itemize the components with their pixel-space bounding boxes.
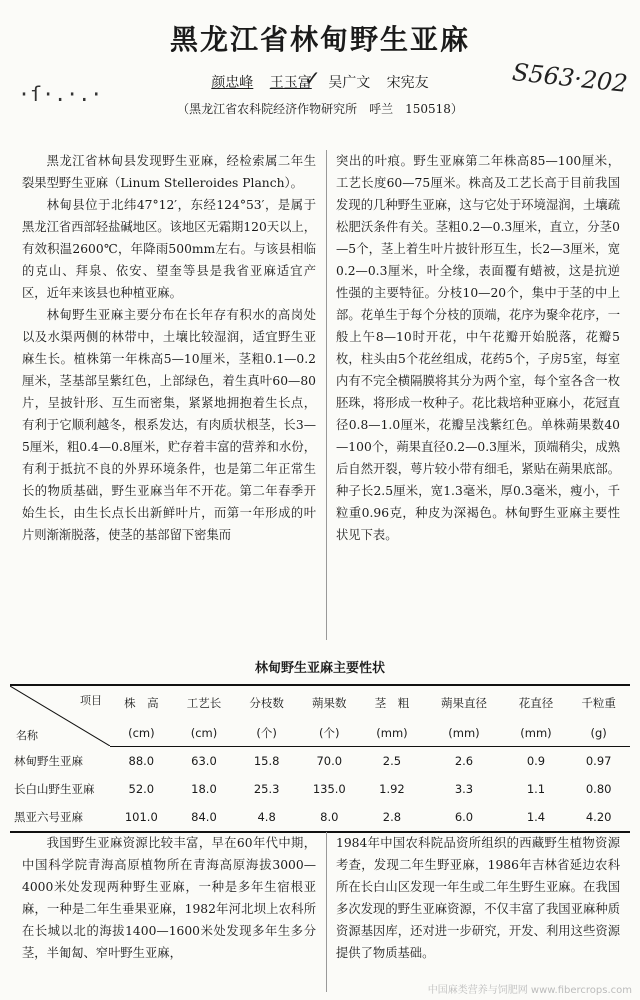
column-header: 蒴果直径 — [423, 685, 504, 720]
table-cell: 70.0 — [316, 754, 343, 768]
body-column-top-right — [336, 150, 620, 546]
author-name: 吴广文 — [328, 75, 371, 91]
column-header: 株 高 — [110, 685, 173, 720]
row-name: 长白山野生亚麻 — [14, 782, 95, 796]
column-unit: (个) — [298, 720, 361, 747]
table-cell: 15.8 — [253, 754, 280, 768]
column-unit: (mm) — [361, 720, 424, 747]
table-cell: 2.5 — [382, 754, 402, 768]
author-name: 颜忠峰 — [211, 75, 254, 91]
table-cell: 18.0 — [191, 782, 217, 796]
paragraph: 林甸野生亚麻主要分布在长年存有积水的高岗处以及水渠两侧的林带中，土壤比较湿润，适宜野生亚麻生长。植株第一年株高5—10厘米，茎粗0.1—0.2厘米，茎基部呈紫红色，上部绿色，着生真叶60—80片，呈披针形、互生而密集，紧紧地拥抱着生长点，有利于它顺利越冬，根系发达，有肉质状根茎，长3—5厘米，粗0.4—0.8厘米，贮存着丰富的营养和水份，有利于抵抗不良的外界环境条件，也是第二年正常生长的物质基础，野生亚麻当年不开花。第二年春季开始生长，由生长点长出新鲜叶片，而第一年形成的叶片则渐渐脱落，使茎的基部留下密集而 — [22, 308, 316, 542]
body-column-bottom-right — [336, 832, 620, 964]
column-divider — [326, 150, 327, 640]
row-name: 黑亚六号亚麻 — [10, 803, 110, 832]
paragraph: 突出的叶痕。野生亚麻第二年株高85—100厘米，工艺长度60—75厘米。株高及工艺长高于目前我国发现的几种野生亚麻，这与它处于环境湿润，土壤疏松肥沃条件有关。茎粗0.2—0.3厘米，直立，分茎0—5个，茎上着生叶片披针形互生，长2—3厘米，宽0.2—0.3厘米，叶全缘，表面覆有蜡被，这是抗逆性强的主要特征。分枝10—20个，集中于茎的中上部。花单生于每个分枝的顶端，花序为聚伞花序，一般上午8—10时开花，中午花瓣开始脱落，花瓣5枚，柱头由5个花丝组成，花药5个，子房5室，每室内有不完全横隔膜将其分为两个室，每个室各含一枚胚珠，将形成一枚种子。花比栽培种亚麻小，花冠直径0.8—1.0厘米，花瓣呈浅紫红色。单株蒴果数40—100个，蒴果直径0.2—0.3厘米，顶端稍尖，成熟后自然开裂，萼片较小带有细毛，紧贴在蒴果底部。种子长2.5厘米，宽1.3毫米，厚0.3毫米，瘦小，千粒重0.96克，种皮为深褐色。林甸野生亚麻主要性状见下表。 — [336, 154, 620, 542]
table-cell: 84.0 — [173, 803, 236, 832]
author-name: 宋宪友 — [386, 75, 429, 91]
handwritten-call-number: S563·202 — [511, 58, 630, 98]
table-row — [10, 747, 630, 776]
paragraph: 黑龙江省林甸县发现野生亚麻，经检索属二年生裂果型野生亚麻（Linum Stelleroides Planch）。 — [22, 154, 316, 190]
table-row — [10, 775, 630, 803]
traits-table — [10, 684, 630, 833]
table-cell: 2.8 — [361, 803, 424, 832]
body-column-top-left — [22, 150, 316, 546]
table-cell: 88.0 — [128, 754, 155, 768]
paragraph: 1984年中国农科院品资所组织的西藏野生植物资源考查，发现二年生野亚麻，1986年吉林省延边农科所在长白山区发现一年生或二年生野生亚麻。在我国多次发现的野生亚麻资源，不仅丰富了我国亚麻种质资源基因库，还对进一步研究，开发、利用这些资源提供了物质基础。 — [336, 836, 620, 960]
column-unit: (个) — [235, 720, 298, 747]
column-unit: (g) — [567, 720, 630, 747]
column-header: 工艺长 — [173, 685, 236, 720]
table-cell: 135.0 — [312, 782, 346, 796]
table-cell: 6.0 — [423, 803, 504, 832]
table-cell: 0.9 — [526, 754, 546, 768]
table-cell: 4.20 — [567, 803, 630, 832]
table-row — [10, 803, 630, 832]
corner-item-label: 项目 — [80, 694, 102, 707]
column-header: 千粒重 — [567, 685, 630, 720]
table-cell: 4.8 — [235, 803, 298, 832]
column-header: 茎 粗 — [361, 685, 424, 720]
article-title: 黑龙江省林甸野生亚麻 — [169, 23, 470, 56]
table-title: 林甸野生亚麻主要性状 — [254, 661, 385, 676]
row-name: 林甸野生亚麻 — [14, 753, 83, 768]
handwritten-mark-left: ·ſ·.·.· — [18, 82, 103, 106]
paragraph: 林甸县位于北纬47°12′，东经124°53′，是属于黑龙江省西部轻盐碱地区。该地区无霜期120天以上，有效积温2600℃，年降雨500mm左右。与该县相临的克山、拜泉、依安、望奎等县是我省亚麻适宜产区，近年来该县也种植亚麻。 — [22, 198, 317, 300]
column-header: 蒴果数 — [298, 685, 361, 720]
check-mark-icon: ✓ — [304, 66, 321, 90]
table-cell: 1.1 — [526, 782, 546, 796]
table-cell: 1.4 — [505, 803, 568, 832]
table-cell: 52.0 — [128, 782, 155, 796]
corner-name-label: 名称 — [16, 728, 38, 742]
column-unit: (cm) — [173, 720, 236, 747]
author-affiliation: （黑龙江省农科院经济作物研究所 呼兰 150518） — [177, 102, 463, 116]
watermark: 中国麻类营养与饲肥网 www.fibercrops.com — [427, 985, 632, 996]
table-cell: 25.3 — [253, 782, 280, 796]
table-cell: 63.0 — [191, 754, 217, 768]
author-list — [0, 72, 640, 92]
table-cell: 8.0 — [298, 803, 361, 832]
paragraph: 我国野生亚麻资源比较丰富，早在60年代中期，中国科学院青海高原植物所在青海高原海拔3000—4000米处发现两种野生亚麻，一种是多年生宿根亚麻，一种是二年生垂果亚麻，1982年河北坝上农科所在长城以北的海拔1400—1600米处发现多年生多分茎，半匍匐、窄叶野生亚麻， — [22, 836, 316, 960]
column-unit: (cm) — [110, 720, 173, 747]
table-cell: 101.0 — [110, 803, 173, 832]
table-cell: 1.92 — [379, 782, 405, 796]
body-column-bottom-left — [22, 832, 316, 964]
author-name: 王玉富 — [269, 75, 312, 91]
column-divider — [326, 832, 327, 992]
column-header: 分枝数 — [235, 685, 298, 720]
table-cell: 3.3 — [454, 782, 474, 796]
column-header: 花直径 — [505, 685, 568, 720]
table-cell: 0.80 — [585, 782, 612, 796]
table-cell: 0.97 — [585, 754, 612, 768]
table-header-row — [10, 685, 630, 720]
table-corner-cell — [10, 685, 110, 747]
table-cell: 2.6 — [454, 754, 474, 768]
column-unit: (mm) — [505, 720, 568, 747]
column-unit: (mm) — [423, 720, 504, 747]
